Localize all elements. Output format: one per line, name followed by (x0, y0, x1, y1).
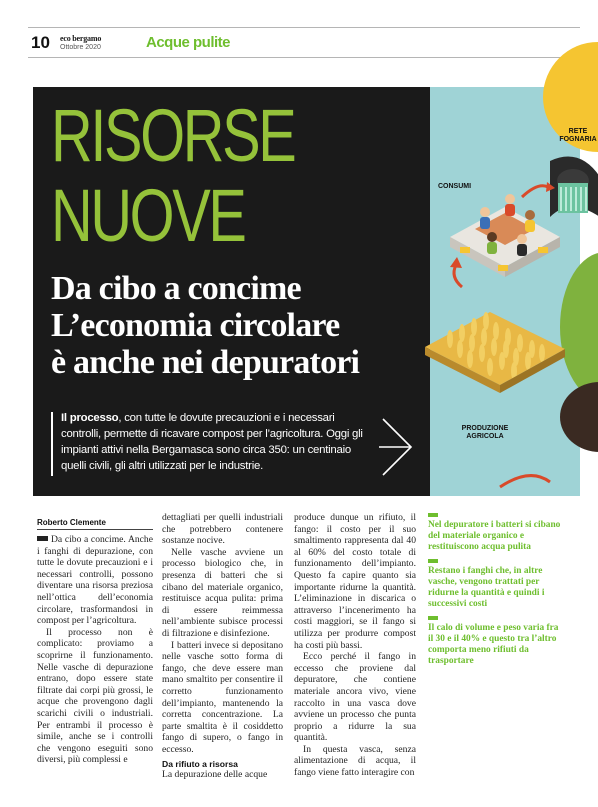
paragraph: In questa vasca, senza alimentazione di acqua, il fango viene fatto interagire con (294, 743, 416, 779)
author-rule (37, 529, 153, 530)
hero-banner (33, 87, 597, 496)
paragraph-text: Da cibo a concime. Anche i fanghi di depurazione, con tutte le dovute precauzioni e i necessari controlli, possono diventare una risorsa preziosa nell’ottica dell’economia circolare, trasformandosi in compost per l’agricoltura. (37, 534, 153, 627)
highlight-text: Il calo di volume e peso varia fra il 30 e il 40% e questo tra l’altro comporta meno rifiuti da trasportare (428, 623, 559, 666)
article-column-1 (37, 534, 153, 766)
paragraph: Nelle vasche avviene un processo biologico che, in presenza di batteri che si cibano del materiale organico, restituisce acqua pulita: prima di essere reimmessa nell’ambiente subisce processi di filtrazione e disinfezione. (162, 546, 283, 639)
intro-rest: , con tutte le dovute precauzioni e i necessari controlli, permette di ricavare compost per l’agricoltura. Oggi gli impianti attivi nella Bergamasca sono circa 350: un centinaio quelli civili, gli altri utilizzati per le industrie. (61, 412, 363, 472)
label-sewer (558, 128, 598, 144)
hill-shape (560, 252, 598, 402)
paragraph: dettagliati per quelli industriali che potrebbero contenere sostanze nocive. (162, 512, 283, 547)
page-header (0, 0, 580, 60)
chevron-right-icon (379, 417, 415, 477)
header-rule-top (28, 27, 580, 28)
headline-line-3: è anche nei depuratori (51, 344, 360, 381)
bullet-marker-icon (428, 616, 438, 620)
highlight-item (428, 559, 562, 610)
flow-arrow-shape-2 (454, 265, 462, 287)
intro-bar (51, 412, 53, 476)
highlights-sidebar (428, 513, 562, 673)
label-agriculture (450, 425, 520, 441)
bullet-marker-icon (428, 559, 438, 563)
section-title-a: Acque (146, 34, 190, 51)
page-number: 10 (31, 33, 50, 52)
paragraph: Ecco perché il fango in eccesso che proviene dal depuratore, che contiene materiale ancora vivo, viene raccolto in una vasca dove avviene un processo che punta proprio a ridurre la sua quantità. (294, 651, 416, 744)
water-flow-shape (558, 183, 588, 213)
bullet-marker-icon (428, 513, 438, 517)
paragraph: produce dunque un rifiuto, il fango: il costo per il suo smaltimento rappresenta dal 40 al 60% del costo totale di funzionamento dell’impianto. Questo fa capire quanto sia importante ridurne la quantità. L’eliminazione in discarica o attraverso l’incenerimento ha costi maggiori, se il fango si utilizza per produrre compost ha costi più bassi. (294, 512, 416, 651)
paragraph: Il processo non è complicato: proviamo a scoprirne il funzionamento. Nelle vasche di depurazione entrano, dopo essere state filtrate dai corpi più grossi, le acque che provengono dagli scarichi civili o industriali. Per entrambi il processo è simile, anche se i controlli che vengono eseguiti sono diversi, più complessi e (37, 626, 153, 766)
article-column-3 (294, 512, 416, 779)
circular-economy-illustration (430, 87, 597, 496)
article-column-2 (162, 512, 283, 781)
label-agriculture-line-1: PRODUZIONE (461, 425, 509, 432)
flow-arrow-shape (522, 186, 548, 197)
subhead: Da rifiuto a risorsa (162, 759, 238, 770)
headline-line-2: L’economia circolare (51, 307, 340, 344)
section-title-b: pulite (193, 34, 231, 51)
highlight-text: Restano i fanghi che, in altre vasche, vengono trattati per ridurne la quantità e quindi i successivi costi (428, 566, 545, 609)
label-sewer-line-1: RETE (568, 128, 588, 135)
flow-arrow-shape-3 (500, 476, 550, 487)
highlight-text: Nel depuratore i batteri si cibano del materiale organico e restituiscono acqua pulita (428, 520, 561, 552)
headline-line-1: Da cibo a concime (51, 270, 301, 307)
headline (51, 270, 431, 381)
paragraph: La depurazione delle acque (162, 769, 268, 781)
rock-shape (560, 382, 598, 452)
label-sewer-line-2: FOGNARIA (559, 136, 597, 143)
paragraph (37, 534, 153, 627)
author-name: Roberto Clemente (37, 518, 106, 527)
kicker-line-2: NUOVE (51, 174, 245, 257)
kicker-line-1: RISORSE (51, 94, 295, 177)
issue-date: Ottobre 2020 (60, 44, 101, 51)
intro-block (51, 410, 411, 492)
header-rule-bottom (28, 57, 580, 58)
label-consumption: CONSUMI (438, 183, 472, 190)
arrow-head-icon-2 (450, 257, 462, 268)
lead-marker-icon (37, 536, 48, 541)
intro-bold: Il processo (61, 412, 119, 424)
label-agriculture-line-2: AGRICOLA (466, 433, 504, 440)
hero-text-panel (33, 87, 433, 496)
intro-text (61, 410, 377, 474)
highlight-item (428, 513, 562, 553)
paragraph: I batteri invece si depositano nelle vasche sotto forma di fango, che deve essere man mano smaltito per consentire il corretto funzionamento dell’impianto, mantenendo la corretta concentrazione. La parte smaltita è il cosiddetto fango di supero, o fango in eccesso. (162, 639, 283, 755)
section-title (146, 34, 230, 51)
highlight-item (428, 616, 562, 667)
brand-name: eco bergamo (60, 34, 102, 43)
